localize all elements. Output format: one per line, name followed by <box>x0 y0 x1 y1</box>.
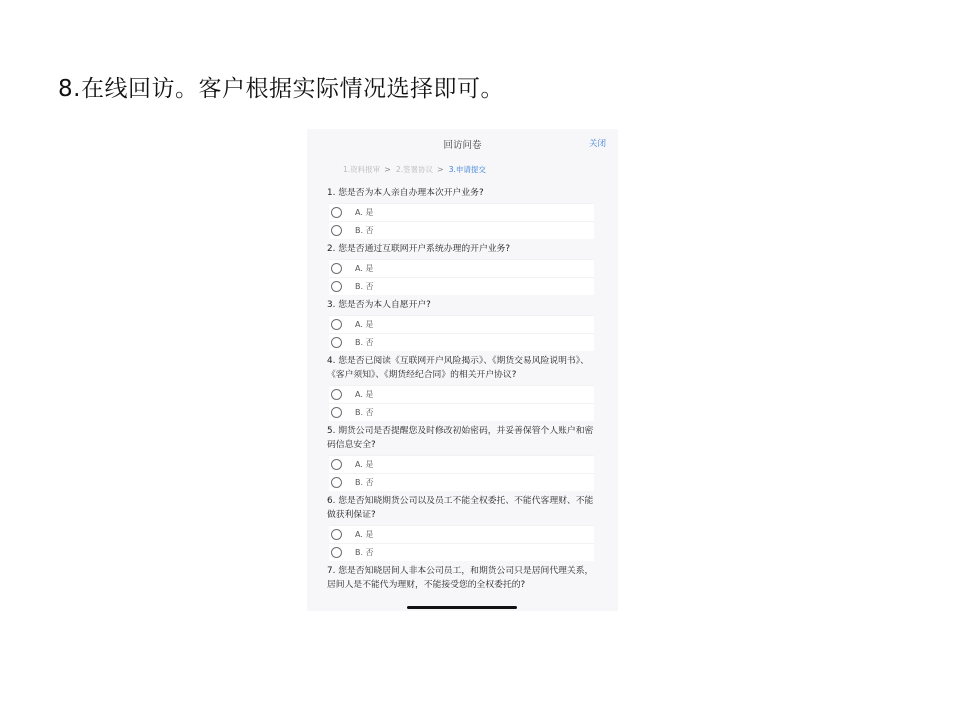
step-2: 2.签署协议 <box>395 164 434 174</box>
radio-button-icon[interactable] <box>331 529 342 540</box>
answer-option[interactable] <box>329 259 594 277</box>
home-indicator <box>407 606 517 609</box>
step-3: 3.申请提交 <box>448 164 486 174</box>
option-label: B. 否 <box>355 282 374 291</box>
answer-option[interactable] <box>329 543 594 561</box>
option-label: B. 否 <box>355 338 374 347</box>
nav-bar <box>307 129 618 157</box>
question-text: 1. 您是否为本人亲自办理本次开户业务? <box>327 188 484 198</box>
page-title: 回访问卷 <box>443 140 482 151</box>
radio-button-icon[interactable] <box>331 263 342 274</box>
answer-option[interactable] <box>329 403 594 421</box>
answer-option[interactable] <box>329 525 594 543</box>
radio-button-icon[interactable] <box>331 207 342 218</box>
questionnaire <box>307 183 618 595</box>
option-label: A. 是 <box>355 390 374 399</box>
question-text: 3. 您是否为本人自愿开户? <box>327 300 431 310</box>
option-label: A. 是 <box>355 460 374 469</box>
chevron-right-icon: > <box>384 164 391 174</box>
radio-button-icon[interactable] <box>331 337 342 348</box>
radio-button-icon[interactable] <box>331 319 342 330</box>
answer-option[interactable] <box>329 221 594 239</box>
question-text: 7. 您是否知晓居间人非本公司员工，和期货公司只是居间代理关系，居间人是不能代为理财，不能接受您的全权委托的? <box>327 566 594 590</box>
question-text: 4. 您是否已阅读《互联网开户风险揭示》、《期货交易风险说明书》、《客户须知》、《期货经纪合同》的相关开户协议? <box>327 356 589 380</box>
radio-button-icon[interactable] <box>331 407 342 418</box>
question-text: 5. 期货公司是否提醒您及时修改初始密码，并妥善保管个人账户和密码信息安全? <box>327 426 594 450</box>
close-button[interactable]: 关闭 <box>588 139 606 149</box>
option-label: A. 是 <box>355 320 374 329</box>
radio-button-icon[interactable] <box>331 459 342 470</box>
chevron-right-icon: > <box>437 164 444 174</box>
step-1: 1.资料报审 <box>343 164 381 174</box>
slide-title: 8.在线回访。客户根据实际情况选择即可。 <box>58 76 504 102</box>
option-label: B. 否 <box>355 548 374 557</box>
option-label: B. 否 <box>355 478 374 487</box>
answer-option[interactable] <box>329 277 594 295</box>
phone-screenshot <box>307 129 618 611</box>
option-label: A. 是 <box>355 208 374 217</box>
option-label: B. 否 <box>355 408 374 417</box>
answer-option[interactable] <box>329 455 594 473</box>
option-label: B. 否 <box>355 226 374 235</box>
answer-option[interactable] <box>329 203 594 221</box>
answer-option[interactable] <box>329 385 594 403</box>
radio-button-icon[interactable] <box>331 225 342 236</box>
question-text: 2. 您是否通过互联网开户系统办理的开户业务? <box>327 244 511 254</box>
option-label: A. 是 <box>355 264 374 273</box>
radio-button-icon[interactable] <box>331 389 342 400</box>
question-text: 6. 您是否知晓期货公司以及员工不能全权委托、不能代客理财、不能做获利保证? <box>327 496 594 520</box>
answer-option[interactable] <box>329 473 594 491</box>
radio-button-icon[interactable] <box>331 477 342 488</box>
radio-button-icon[interactable] <box>331 281 342 292</box>
step-progress <box>307 161 618 177</box>
answer-option[interactable] <box>329 315 594 333</box>
radio-button-icon[interactable] <box>331 547 342 558</box>
answer-option[interactable] <box>329 333 594 351</box>
option-label: A. 是 <box>355 530 374 539</box>
